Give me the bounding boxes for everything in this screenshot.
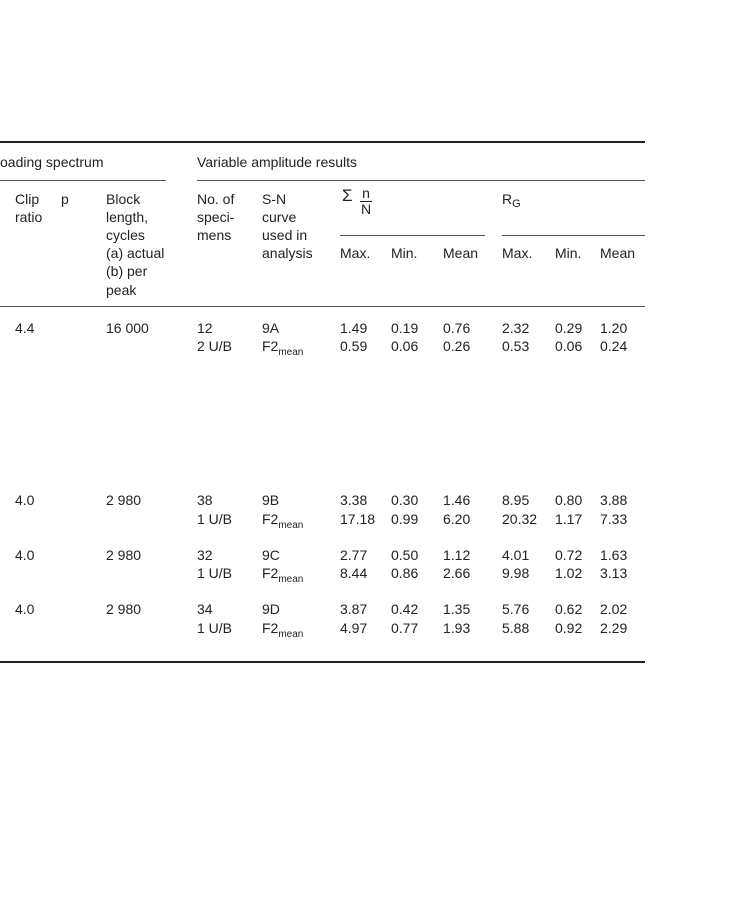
f2-subscript: mean	[278, 520, 304, 531]
sum-underline	[340, 235, 485, 236]
sum-mean-1: 1.12	[443, 547, 471, 563]
sum-mean-header: Mean	[443, 245, 479, 261]
block-length-header-3: cycles	[106, 227, 145, 243]
fraction-denominator: N	[360, 201, 372, 217]
f2-mean	[262, 510, 304, 531]
sum-mean-2: 2.66	[443, 565, 471, 581]
specimens-header-1: No. of	[197, 191, 235, 207]
specimens-ub: 1 U/B	[197, 620, 233, 636]
rg-min-header: Min.	[555, 245, 582, 261]
rg-mean-header: Mean	[600, 245, 636, 261]
f2-subscript: mean	[278, 347, 304, 358]
rg-max-2: 9.98	[502, 565, 530, 581]
f2-mean	[262, 337, 304, 358]
loading-spectrum-header: oading spectrum	[0, 154, 104, 170]
f2-label: F2	[262, 620, 279, 636]
sum-min-1: 0.19	[391, 320, 419, 336]
rg-min-2: 1.02	[555, 565, 583, 581]
curve-value: 9B	[262, 492, 280, 508]
sum-min-1: 0.42	[391, 601, 419, 617]
clip-value: 4.4	[15, 320, 35, 336]
rg-max-1: 4.01	[502, 547, 530, 563]
rg-max-1: 5.76	[502, 601, 530, 617]
curve-value: 9C	[262, 547, 280, 563]
header-bottom-rule	[0, 306, 645, 307]
sum-max-1: 2.77	[340, 547, 368, 563]
sum-min-1: 0.30	[391, 492, 419, 508]
rg-mean-2: 0.24	[600, 338, 628, 354]
specimens-ub: 2 U/B	[197, 338, 233, 354]
variable-amplitude-underline	[197, 180, 645, 181]
rg-underline	[502, 235, 645, 236]
sum-mean-1: 0.76	[443, 320, 471, 336]
specimens-ub: 1 U/B	[197, 511, 233, 527]
rg-min-1: 0.29	[555, 320, 583, 336]
rg-subscript: G	[512, 198, 521, 210]
rg-main: R	[502, 191, 513, 207]
block-value: 16 000	[106, 320, 149, 336]
sum-symbol: Σ	[342, 186, 353, 205]
rg-min-1: 0.62	[555, 601, 583, 617]
sum-mean-2: 6.20	[443, 511, 471, 527]
rg-mean-1: 1.20	[600, 320, 628, 336]
rg-min-2: 0.92	[555, 620, 583, 636]
specimens-ub: 1 U/B	[197, 565, 233, 581]
sum-max-2: 0.59	[340, 338, 368, 354]
f2-label: F2	[262, 338, 279, 354]
clip-value: 4.0	[15, 492, 35, 508]
variable-amplitude-header: Variable amplitude results	[197, 154, 358, 170]
sum-max-1: 1.49	[340, 320, 368, 336]
rg-mean-2: 2.29	[600, 620, 628, 636]
sum-min-1: 0.50	[391, 547, 419, 563]
fraction-numerator: n	[362, 185, 370, 201]
rg-mean-2: 3.13	[600, 565, 628, 581]
clip-value: 4.0	[15, 547, 35, 563]
specimens-value: 38	[197, 492, 213, 508]
loading-spectrum-underline	[0, 180, 166, 181]
block-value: 2 980	[106, 492, 142, 508]
rg-max-1: 2.32	[502, 320, 530, 336]
rg-max-2: 5.88	[502, 620, 530, 636]
bottom-rule	[0, 661, 645, 663]
f2-label: F2	[262, 511, 279, 527]
sum-min-2: 0.77	[391, 620, 419, 636]
clip-value: 4.0	[15, 601, 35, 617]
block-value: 2 980	[106, 601, 142, 617]
sum-mean-2: 1.93	[443, 620, 471, 636]
rg-max-1: 8.95	[502, 492, 530, 508]
specimens-value: 34	[197, 601, 213, 617]
rg-mean-1: 3.88	[600, 492, 628, 508]
block-length-header-5: (b) per	[106, 263, 148, 279]
sn-curve-header-4: analysis	[262, 245, 313, 261]
sum-max-2: 4.97	[340, 620, 368, 636]
sum-max-2: 8.44	[340, 565, 368, 581]
rg-header	[502, 190, 521, 213]
f2-mean	[262, 564, 304, 585]
rg-mean-1: 1.63	[600, 547, 628, 563]
sum-max-1: 3.87	[340, 601, 368, 617]
specimens-value: 32	[197, 547, 213, 563]
curve-value: 9D	[262, 601, 280, 617]
sum-max-header: Max.	[340, 245, 371, 261]
rg-max-header: Max.	[502, 245, 533, 261]
sn-curve-header-1: S-N	[262, 191, 287, 207]
f2-mean	[262, 619, 304, 640]
block-length-header-6: peak	[106, 282, 137, 298]
sum-max-2: 17.18	[340, 511, 376, 527]
sum-min-2: 0.06	[391, 338, 419, 354]
rg-mean-2: 7.33	[600, 511, 628, 527]
ratio-header: ratio	[15, 209, 43, 225]
clip-header: Clip	[15, 191, 40, 207]
sum-min-2: 0.99	[391, 511, 419, 527]
rg-mean-1: 2.02	[600, 601, 628, 617]
rg-min-1: 0.80	[555, 492, 583, 508]
rg-min-2: 0.06	[555, 338, 583, 354]
sn-curve-header-2: curve	[262, 209, 297, 225]
sum-mean-2: 0.26	[443, 338, 471, 354]
p-header: p	[61, 191, 69, 207]
sum-min-2: 0.86	[391, 565, 419, 581]
rg-min-1: 0.72	[555, 547, 583, 563]
rg-max-2: 20.32	[502, 511, 538, 527]
block-length-header-2: length,	[106, 209, 149, 225]
rg-max-2: 0.53	[502, 338, 530, 354]
block-length-header-1: Block	[106, 191, 141, 207]
f2-subscript: mean	[278, 574, 304, 585]
f2-label: F2	[262, 565, 279, 581]
rg-min-2: 1.17	[555, 511, 583, 527]
f2-subscript: mean	[278, 629, 304, 640]
specimens-value: 12	[197, 320, 213, 336]
sum-min-header: Min.	[391, 245, 418, 261]
specimens-header-2: speci-	[197, 209, 235, 225]
specimens-header-3: mens	[197, 227, 232, 243]
sum-max-1: 3.38	[340, 492, 368, 508]
sn-curve-header-3: used in	[262, 227, 308, 243]
block-length-header-4: (a) actual	[106, 245, 165, 261]
top-rule	[0, 141, 645, 143]
sum-mean-1: 1.35	[443, 601, 471, 617]
curve-value: 9A	[262, 320, 280, 336]
block-value: 2 980	[106, 547, 142, 563]
sum-mean-1: 1.46	[443, 492, 471, 508]
